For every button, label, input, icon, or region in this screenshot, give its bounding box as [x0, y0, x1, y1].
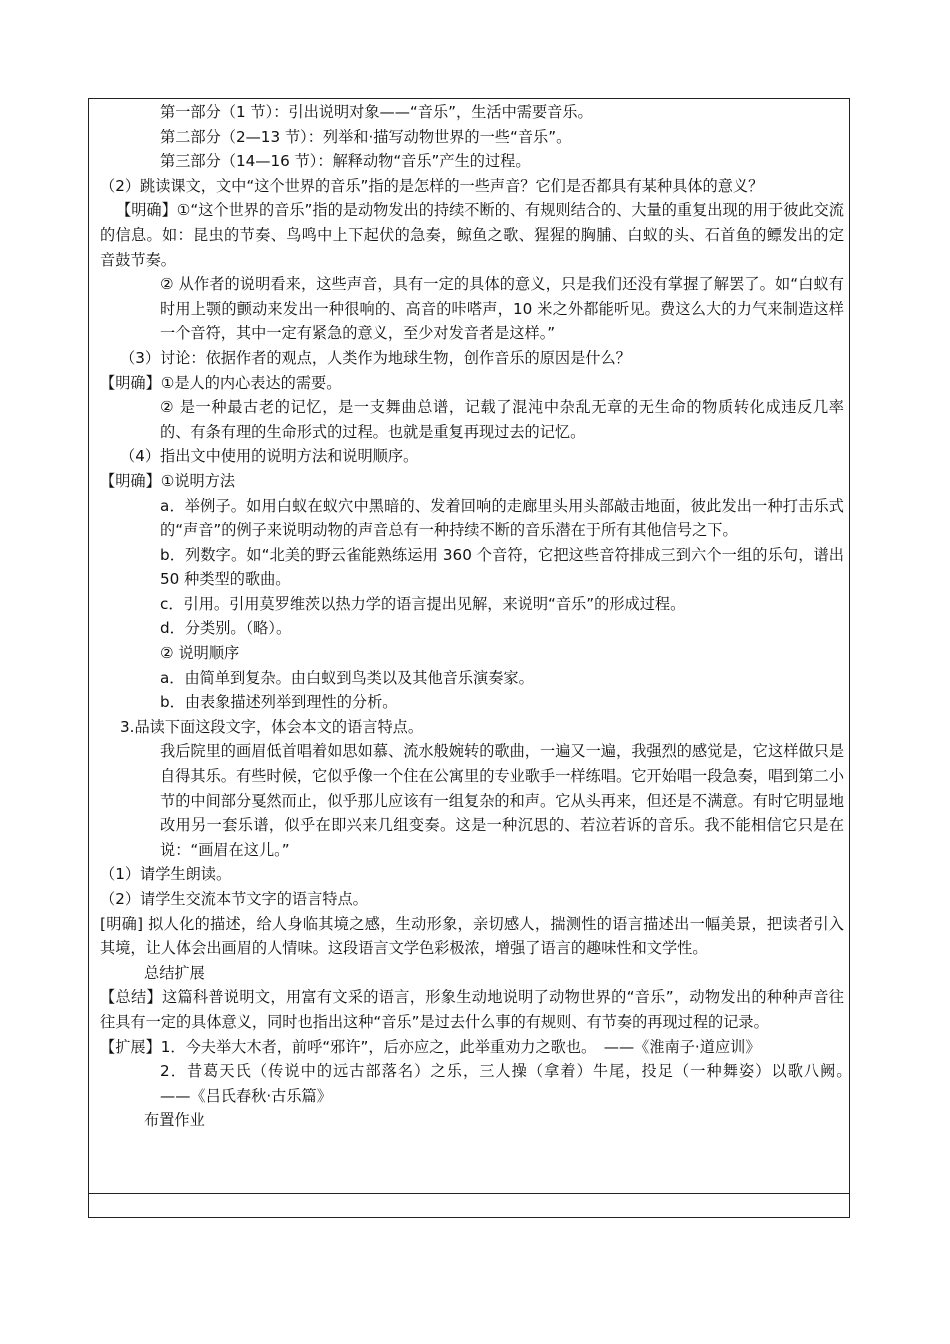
- paragraph-p7: （3）讨论：依据作者的观点，人类作为地球生物，创作音乐的原因是什么？: [120, 348, 631, 367]
- paragraph-p8: 【明确】①是人的内心表达的需要。: [100, 373, 342, 392]
- paragraph-p17: a．由简单到复杂。由白蚁到鸟类以及其他音乐演奏家。: [160, 668, 534, 687]
- paragraph-p21: （1）请学生朗读。: [100, 865, 232, 884]
- paragraph-p27: 2．昔葛天氏（传说中的远古部落名）之乐，三人操（拿着）牛尾，投足（一种舞姿）以歌八阙。 ——《吕氏春秋·古乐篇》: [160, 1062, 860, 1105]
- paragraph-p14: c．引用。引用莫罗维茨以热力学的语言提出见解，来说明“音乐”的形成过程。: [160, 594, 686, 613]
- paragraph-p22: （2）请学生交流本节文字的语言特点。: [100, 890, 368, 908]
- paragraph-p5: 【明确】①“这个世界的音乐”指的是动物发出的持续不断的、有规则结合的、大量的重复出现的用于彼此交流的信息。如：昆虫的节奏、鸟鸣中上下起伏的急奏，鲸鱼之歌、猩猩的胸脯、白蚁的头、石首鱼的鳔发出的定音鼓节奏。: [100, 201, 844, 269]
- paragraph-p2: 第二部分（2—13 节）：列举和·描写动物世界的一些“音乐”。: [160, 127, 572, 146]
- paragraph-p23: [明确] 拟人化的描述，给人身临其境之感，生动形象，亲切感人，揣测性的语言描述出一幅美景，把读者引入其境，让人体会出画眉的人情味。这段语言文学色彩极浓，增强了语言的趣味性和文学性。: [100, 914, 844, 958]
- paragraph-p1: 第一部分（1 节）：引出说明对象——“音乐”，生活中需要音乐。: [160, 103, 593, 121]
- paragraph-p26: 【扩展】1．今夫举大木者，前呼“邪许”，后亦应之，此举重劝力之歌也。 ——《淮南子·道应训》: [100, 1037, 761, 1056]
- paragraph-p6: ② 从作者的说明看来，这些声音，具有一定的具体的意义，只是我们还没有掌握了解罢了。如“白蚁有时用上颚的颤动来发出一种很响的、高音的咔嗒声，10 米之外都能听见。费这么大的力气来制造这样一个音符，其中一定有紧急的意义，至少对发音者是这样。”: [160, 275, 844, 343]
- paragraph-p4: （2）跳读课文，文中“这个世界的音乐”指的是怎样的一些声音？它们是否都具有某种具体的意义？: [100, 176, 764, 195]
- paragraph-p19: 3.品读下面这段文字，体会本文的语言特点。: [120, 717, 424, 736]
- paragraph-p18: b．由表象描述列举到理性的分析。: [160, 693, 398, 712]
- paragraph-p20: 我后院里的画眉低首唱着如思如慕、流水般婉转的歌曲，一遍又一遍，我强烈的感觉是，它这样做只是自得其乐。有些时候，它似乎像一个住在公寓里的专业歌手一样练唱。它开始唱一段急奏，唱到第二小节的中间部分戛然而止，似乎那儿应该有一组复杂的和声。它从头再来，但还是不满意。有时它明显地改用另一套乐谱，似乎在即兴来几组变奏。这是一种沉思的、若泣若诉的音乐。我不能相信它只是在说：“画眉在这儿。”: [160, 742, 844, 859]
- table-row-divider: [89, 1193, 849, 1194]
- paragraph-p24: 总结扩展: [144, 963, 205, 982]
- document-body: [100, 100, 860, 1133]
- paragraph-p28: 布置作业: [144, 1111, 205, 1130]
- paragraph-p12: a．举例子。如用白蚁在蚁穴中黑暗的、发着回响的走廊里头用头部敲击地面，彼此发出一种打击乐式的“声音”的例子来说明动物的声音总有一种持续不断的音乐潜在于所有其他信号之下。: [160, 496, 844, 540]
- paragraph-p15: d．分类别。（略）。: [160, 619, 292, 638]
- paragraph-p13: b．列数字。如“北美的野云雀能熟练运用 360 个音符，它把这些音符排成三到六个一组的乐句，谱出 50 种类型的歌曲。: [160, 545, 844, 589]
- paragraph-p11: 【明确】①说明方法: [100, 471, 236, 490]
- paragraph-p9: ② 是一种最古老的记忆，是一支舞曲总谱，记载了混沌中杂乱无章的无生命的物质转化成违反几率的、有条有理的生命形式的过程。也就是重复再现过去的记忆。: [160, 398, 844, 441]
- paragraph-p16: ② 说明顺序: [160, 644, 240, 663]
- paragraph-p3: 第三部分（14—16 节）：解释动物“音乐”产生的过程。: [160, 152, 531, 171]
- paragraph-p25: 【总结】这篇科普说明文，用富有文采的语言，形象生动地说明了动物世界的“音乐”，动物发出的种种声音往往具有一定的具体意义，同时也指出这种“音乐”是过去什么事的有规则、有节奏的再现过程的记录。: [100, 988, 844, 1031]
- paragraph-p10: （4）指出文中使用的说明方法和说明顺序。: [120, 447, 419, 466]
